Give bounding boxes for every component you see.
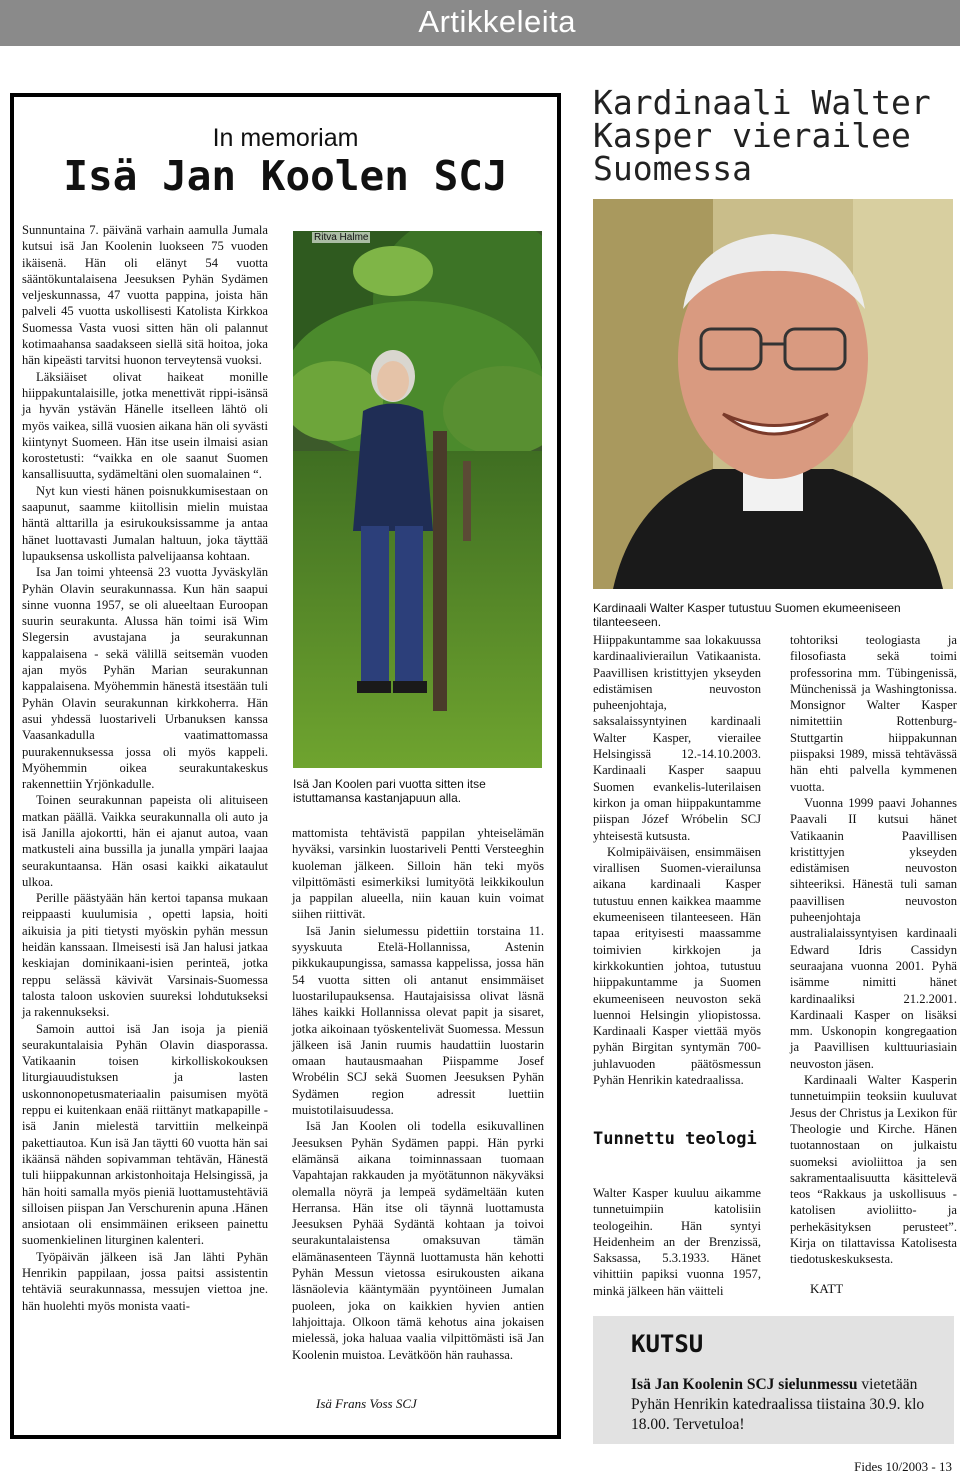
memoriam-column-2 <box>292 825 544 1363</box>
subheading: Tunnettu teologi <box>593 1129 757 1149</box>
memoriam-column-1 <box>22 222 268 1314</box>
paragraph: Toinen seurakunnan papeista oli alituiseen matkan päällä. Vaikka seurakunnalla oli auto ja isä Janilla ajokortti, hän ei ajanut autoa, vaan matkusteli aina bussilla ja junalla ympäri laajaa seurakuntaansa. Hän osasi kaikki aikataulut ulkoa. <box>22 793 268 889</box>
paragraph <box>593 1185 761 1299</box>
memoriam-kicker: In memoriam <box>212 124 359 152</box>
paragraph-text: Walter Kasper kuuluu aikamme tunnetuimpiin katolisiin teologeihin. Hän syntyi Heidenheim an der Brenzissä, Saksassa, 5.3.1933. Hänet vihittiin papiksi vuonna 1957, minkä jälkeen hän väitteli <box>593 1186 761 1298</box>
photo-caption: Kardinaali Walter Kasper tutustuu Suomen ekumeeniseen tilanteeseen. <box>593 601 901 629</box>
paragraph: Läksiäiset olivat haikeat monille hiippakuntalaisille, jotka menettivät rippi-isänsä ja hyvän ystävän Hänelle itselleen lähtö oli myös vaikea, sillä vuosien aikana hän oli syvästi kiintynyt Suomeen. Hän itse usein ilmaisi asian korostetusti: “vaikka en ole saanut Suomen kansallisuutta, sydämeltäni olen suomalainen “. <box>22 369 268 482</box>
kasper-signature: KATT <box>810 1281 844 1296</box>
invite-heading: KUTSU <box>631 1330 704 1358</box>
page-footer: Fides 10/2003 - 13 <box>854 1459 952 1474</box>
kasper-column-1 <box>593 632 761 1088</box>
photo-koolen <box>293 231 542 768</box>
photo-kasper <box>593 199 953 589</box>
priest-under-tree-image <box>293 231 542 768</box>
paragraph: Perille päästyään hän kertoi tapansa mukaan reippaasti kuulumisia , opetti lapsia, hoiti aikuisia ja piti tietysti myöskin pyhän messun heidän kanssaan. Ilmeisesti isä Jan halusi jatkaa keskiajan dominikaani-isien perinteä, jotka reppu selässä kävivät Varsinais-Suomessa talosta taloon uskovien suureksi lohdutukseksi ja rakennukseksi. <box>22 891 268 1020</box>
cardinal-portrait-image <box>593 199 953 589</box>
memoriam-title: Isä Jan Koolen SCJ <box>63 152 508 200</box>
paragraph: Isa Jan toimi yhteensä 23 vuotta Jyväskylän Pyhän Olavin seurakunnassa. Kun hän saapui sinne vuonna 1957, se oli alueeltaan Euroopan suurin seurakunta. Alussa hän toimi isä Wim Slegersin avustajana ja seurakunnan kappalaisena - sekä välillä seitsemän vuoden ajan myös Pyhän Marian seurakunnan kappalaisena. Myöhemmin hänestä itsestään tuli Pyhän Olavin seurakunnan kirkkoherra. Hän asui yhdessä luostariveli Urbanuksen kanssa Vaasankadulla vaatimattomassa puurakennuksessa jossa oli myös kappeli. Myöhemmin oikea seurakuntakeskus rakennettiin Yrjönkadulle. <box>22 565 268 792</box>
paragraph: Isä Janin sielumessu pidettiin torstaina 11. syyskuuta Etelä-Hollannissa, Astenin pikkukaupungissa, samassa kappelissa, jossa hän 54 vuotta sitten oli antanut ensimmäiset luostarilupauksensa. Hautajaisissa olivat läsnä lähes kaikki Hollannissa olevat papit ja sisaret, jotka aikoinaan työskentelivät Suomessa. Messun jälkeen isä Janin ruumis haudattiin luostarin omaan hautausmaahan Piispamme Josef Wrobélin SCJ sekä Suomen Jeesuksen Pyhän Sydämen region adressit luettiin muistotilaisuudessa. <box>292 923 544 1118</box>
paragraph: Kolmipäiväisen, ensimmäisen virallisen Suomen-vierailunsa aikana kardinaali Kasper tutustuu ennen kaikkea maamme ekumeeniseen tilanteeseen. Hän tapaa erityisesti maassamme toimivien kirkkojen ja kirkkokuntien johtoa, tutustuu hiippakuntamme ja Suomen ekumeeniseen neuvoston sekä luennoi Helsingin yliopistossa. Kardinaali Kasper viettää myös pyhän Birgitan syntymän 700-juhlavuoden päätösmessun Pyhän Henrikin katedraalissa. <box>593 844 761 1088</box>
kasper-column-2 <box>790 632 957 1268</box>
section-title: Artikkeleita <box>418 4 576 39</box>
paragraph: Nyt kun viesti hänen poisnukkumisestaan on saapunut, saamme kiitollisin mielin muistaa häntä alttarilla ja esirukouksissamme ja antaa hänet luottavasti Jumalan haltuun, joka täyttää lupauksensa uskollista palvelijaansa kohtaan. <box>22 483 268 563</box>
photo-caption: Isä Jan Koolen pari vuotta sitten itse istuttamansa kastanjapuun alla. <box>293 777 486 805</box>
paragraph: Samoin auttoi isä Jan isoja ja pieniä seurakuntalaisia Pyhän Olavin diasporassa. Vatikaanin toisen kirkolliskokouksen liturgiauudistuksen ja lasten uskonnonopetusmateriaalin paisumisen myötä reppu ei kuitenkaan enää riittänyt matkapapille - isä Janin mielestä tarvittiin melkeinpä pakettiautoa. Kun isä Jan täytti 60 vuotta hän sai ikäänsä nähden sopivamman tehtävän, Hänestä tuli hiippakunnan arkistonhoitaja Helsingissä, ja hän hoiti samalla myös pieniä luottamustehtäviä silloisen piispan Jan Verschurenin apuna .Hänen ansiotaan oli ensimmäinen erikseen painettu suomenkielinen liturginen kalenteri. <box>22 1021 268 1248</box>
paragraph: tohtoriksi teologiasta ja filosofiasta sekä toimi professorina mm. Tübingenissä, Münchenissä ja Washingtonissa. Monsignor Walter Kasper nimitettiin Rottenburg-Stuttgartin hiippakunnan piispaksi 1989, missä tehtävässä hän ehti palvella kymmenen vuotta. <box>790 633 957 794</box>
paragraph: Työpäivän jälkeen isä Jan lähti Pyhän Henrikin pappilaan, jossa paitsi assistentin tehtäviä seurakunnassa, messujen viettoa jne. hän huolehti myös monista vaati- <box>22 1249 268 1313</box>
paragraph: mattomista tehtävistä pappilan yhteiselämän hyväksi, varsinkin luostariveli Pentti Versteeghin kuoleman jälkeen. Silloin hän teki myös vilpittömästi esimerkiksi lumityötä leikkikoulun ja pappilan alueella, niin kauan kuin voimat siihen riittivät. <box>292 826 544 922</box>
paragraph: Hiippakuntamme saa lokakuussa kardinaalivierailun Vatikaanista. Paavillisen kristittyjen ykseyden edistämisen neuvoston puheenjohtaja, saksalaissyntyinen kardinaali Walter Kasper, vierailee Helsingissä 12.-14.10.2003. Kardinaali Kasper saapuu Suomen evankelis-luterilaisen kirkon ja oman hiippakuntamme piispan Józef Wróbelin SCJ yhteisestä kutsusta. <box>593 633 761 843</box>
paragraph: Vuonna 1999 paavi Johannes Paavali II kutsui hänet Vatikaanin Paavillisen kristittyjen ykseyden edistämisen neuvoston sihteeriksi. Hänestä tuli saman paavillisen neuvoston puheenjohtaja australialaissyntyisen kardinaali Edward Idris Cassidyn seuraajana vuonna 2001. Pyhä isämme nimitti hänet kardinaaliksi 21.2.2001. Kardinaali Kasper on lisäksi mm. Uskonopin kongregaation ja Paavillisen kulttuuriasiain neuvoston jäsen. <box>790 795 957 1071</box>
paragraph: Kardinaali Walter Kasperin tunnetuimpiin teoksiin kuuluvat Jesus der Christus ja Lexikon für Theologie und Kirche. Hänen tuotannostaan on julkaistu suomeksi avioliittoa ja sen sakramentaalisuutta käsittelevä teos “Rakkaus ja uskollisuus - katolisen avioliitto- ja perhekäsityksen perusteet”. Kirja on tilattavissa Katolisesta tiedotuskeskuksesta. <box>790 1073 957 1267</box>
kasper-title: Kardinaali Walter Kasper vierailee Suomessa <box>593 83 931 188</box>
paragraph: Sunnuntaina 7. päivänä varhain aamulla Jumala kutsui isä Jan Koolenin luokseen 75 vuoden ikäisenä. Hän oli elänyt 54 vuotta sääntökuntalaisena Jeesuksen Pyhän Sydämen veljeskunnassa, 47 vuotta pappina, joista hän palveli 45 vuotta uskollisesti Katolista Kirkkoa Suomessa Vasta vuosi sitten hän oli palannut kotimaahansa saadakseen siellä sitä hoitoa, joka hän kipeästi tarvitsi huonon terveytensä vuoksi. <box>22 223 268 368</box>
photo-credit: Ritva Halme <box>314 232 369 243</box>
memoriam-signature: Isä Frans Voss SCJ <box>316 1396 417 1411</box>
invite-text-rest: vietetään Pyhän Henrikin katedraalissa tiistaina 30.9. klo 18.00. Tervetuloa! <box>631 1376 925 1433</box>
paragraph: Isä Jan Koolen oli todella esikuvallinen Jeesuksen Pyhän Sydämen pappi. Hän pyrki elämänsä aikana toiminnassaan tuomaan Vapahtajan rakkauden ja myötätunnon näkyväksi olemalla nöyrä ja lempeä sydämeltään kuten Herransa. Hän itse oli täynnä luottamusta Jeesuksen Pyhää Sydäntä kohtaan ja toivoi seurakuntalaistensa omaksuvan tämän elämänasenteen Täynnä luottamusta hän kehotti Pyhän Messun vietossa esirukousten aikana läsnäolevia kääntymään pyyntöineen Jumalan puoleen, joka on kaikkien hyvien antien lahjoittaja. Olkoon tämä kehotus aina jokaisen mielessä, joka haluaa vaalia vilpittömästi isä Jan Koolenin muistoa. Levätköön hän rauhassa. <box>292 1119 544 1362</box>
invite-text <box>631 1375 941 1435</box>
invite-text-bold: Isä Jan Koolenin SCJ sielunmessu <box>631 1376 858 1393</box>
